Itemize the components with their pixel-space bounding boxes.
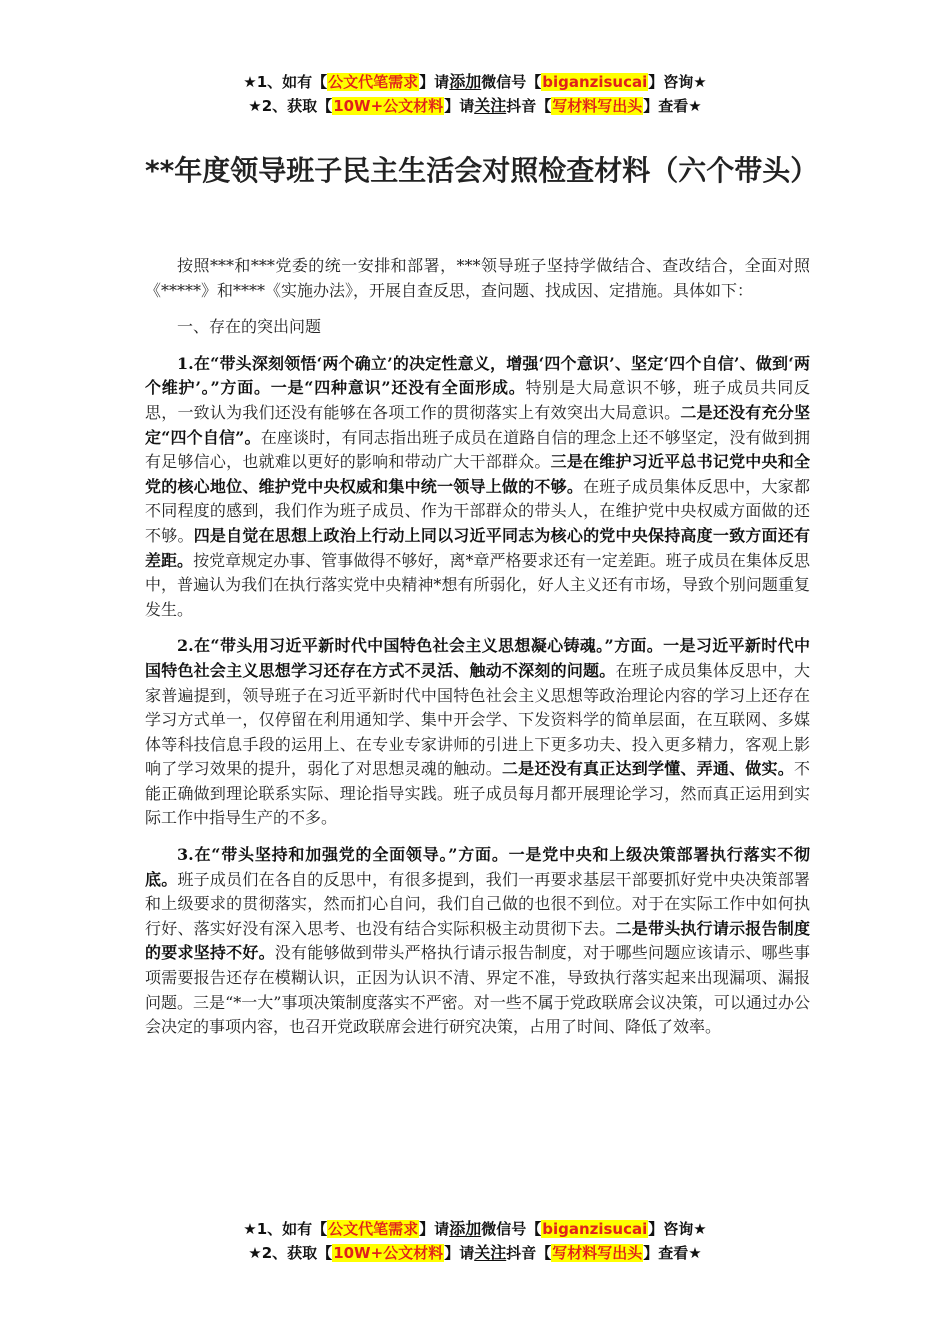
highlight-text: 10W+公文材料 [333, 97, 444, 115]
banner-line-1 [0, 70, 950, 94]
banner-text: 微信号【 [481, 73, 542, 91]
bottom-banner [0, 1217, 950, 1265]
banner-text: 微信号【 [481, 1220, 542, 1238]
section-heading: 一、存在的突出问题 [177, 317, 322, 337]
banner-text: ★2、获取【 [248, 1244, 333, 1262]
body-text: 特别是大局意识不够，班子成员共同反思，一致认为我们还没有能够在各项工作的贯彻落实上有效突出大局意识。 [145, 378, 810, 422]
bold-text: 三是在维护习近平总书记党中央和全党的核心地位、维护党中央权威和集中统一领导上做的不够。 [145, 452, 810, 496]
highlight-text: 10W+公文材料 [333, 1244, 444, 1262]
body-text: 班子成员们在各自的反思中，有很多提到，我们一再要求基层干部要抓好党中央决策部署和上级要求的贯彻落实，然而扪心自问，我们自己做的也很不到位。对于在实际工作中如何执行好、落实好没有深入思考、也没有结合实际积极主动贯彻下去。 [145, 869, 810, 938]
banner-text: 】请 [444, 97, 475, 115]
bold-text: 四是自觉在思想上政治上行动上同以习近平同志为核心的党中央保持高度一致方面还有差距。 [145, 525, 810, 570]
banner-text: 抖音【 [506, 97, 552, 115]
body-text: 不能正确做到理论联系实际、理论指导实践。班子成员每月都开展理论学习，然而真正运用到实际工作中指导生产的不多。 [145, 759, 810, 828]
paragraph-1 [145, 352, 810, 623]
banner-text: 】咨询★ [648, 73, 707, 91]
body-text: 在座谈时，有同志指出班子成员在道路自信的理念上还不够坚定，没有做到拥有足够信心，也就难以更好的影响和带动广大干部群众。 [145, 427, 810, 472]
top-banner [0, 70, 950, 118]
bold-text: 二是还没有充分坚定“四个自信”。 [145, 402, 810, 447]
document-body [145, 254, 810, 1052]
paragraph-3 [145, 843, 810, 1040]
intro-paragraph: 按照***和***党委的统一安排和部署，***领导班子坚持学做结合、查改结合，全面对照《*****》和****《实施办法》，开展自查反思，查问题、找成因、定措施。具体如下： [145, 256, 810, 300]
highlight-text: 公文代笔需求 [328, 73, 419, 91]
underlined-text: 添加 [449, 1219, 482, 1238]
banner-text: 】查看★ [643, 1244, 702, 1262]
banner-line-2 [0, 94, 950, 118]
banner-text: 】查看★ [643, 97, 702, 115]
bold-text: 2.在“带头用习近平新时代中国特色社会主义思想凝心铸魂。”方面。一是习近平新时代中国特色社会主义思想学习还存在方式不灵活、触动不深刻的问题。 [145, 636, 810, 680]
highlight-text: biganzisucai [542, 1220, 648, 1238]
bold-text: 1.在“带头深刻领悟‘两个确立’的决定性意义，增强‘四个意识’、坚定‘四个自信’、做到‘两个维护’。”方面。一是“四种意识”还没有全面形成。 [145, 353, 810, 398]
banner-text: 】请 [419, 73, 450, 91]
highlight-text: 公文代笔需求 [328, 1220, 419, 1238]
body-text: 没有能够做到带头严格执行请示报告制度，对于哪些问题应该请示、哪些事项需要报告还存在模糊认识，正因为认识不清、界定不准，导致执行落实起来出现漏项、漏报问题。三是“*一大”事项决策制度落实不严密。对一些不属于党政联席会议决策，可以通过办公会决定的事项内容，也召开党政联席会进行研究决策，占用了时间、降低了效率。 [145, 943, 810, 1037]
banner-text: 】咨询★ [648, 1220, 707, 1238]
body-text: 在班子成员集体反思中，大家普遍提到，领导班子在习近平新时代中国特色社会主义思想等政治理论内容的学习上还存在学习方式单一，仅停留在利用通知学、集中开会学、下发资料学的简单层面，在互联网、多媒体等科技信息手段的运用上、在专业专家讲师的引进上下更多功夫、投入更多精力，客观上影响了学习效果的提升，弱化了对思想灵魂的触动。 [145, 660, 810, 779]
highlight-text: 写材料写出头 [552, 1244, 643, 1262]
highlight-text: biganzisucai [542, 73, 648, 91]
banner-text: ★1、如有【 [243, 1220, 328, 1238]
body-text: 在班子成员集体反思中，大家都不同程度的感到，我们作为班子成员、作为干部群众的带头人，在维护党中央权威方面做的还不够。 [145, 476, 810, 545]
document-title: **年度领导班子民主生活会对照检查材料（六个带头） [145, 154, 819, 187]
underlined-text: 添加 [449, 72, 482, 91]
bold-text: 二是带头执行请示报告制度的要求坚持不好。 [145, 918, 810, 963]
highlight-text: 写材料写出头 [552, 97, 643, 115]
bold-text: 3.在“带头坚持和加强党的全面领导。”方面。一是党中央和上级决策部署执行落实不彻底。 [145, 845, 810, 889]
paragraph-2 [145, 634, 810, 831]
banner-line-1 [0, 1217, 950, 1241]
bold-text: 二是还没有真正达到学懂、弄通、做实。 [501, 759, 794, 779]
banner-text: 抖音【 [506, 1244, 552, 1262]
underlined-text: 关注 [474, 1243, 507, 1262]
body-text: 按党章规定办事、管事做得不够好，离*章严格要求还有一定差距。班子成员在集体反思中，普遍认为我们在执行落实党中央精神*想有所弱化，好人主义还有市场，导致个别问题重复发生。 [145, 550, 810, 619]
underlined-text: 关注 [474, 96, 507, 115]
banner-text: ★1、如有【 [243, 73, 328, 91]
banner-text: ★2、获取【 [248, 97, 333, 115]
banner-text: 】请 [444, 1244, 475, 1262]
banner-text: 】请 [419, 1220, 450, 1238]
banner-line-2 [0, 1241, 950, 1265]
